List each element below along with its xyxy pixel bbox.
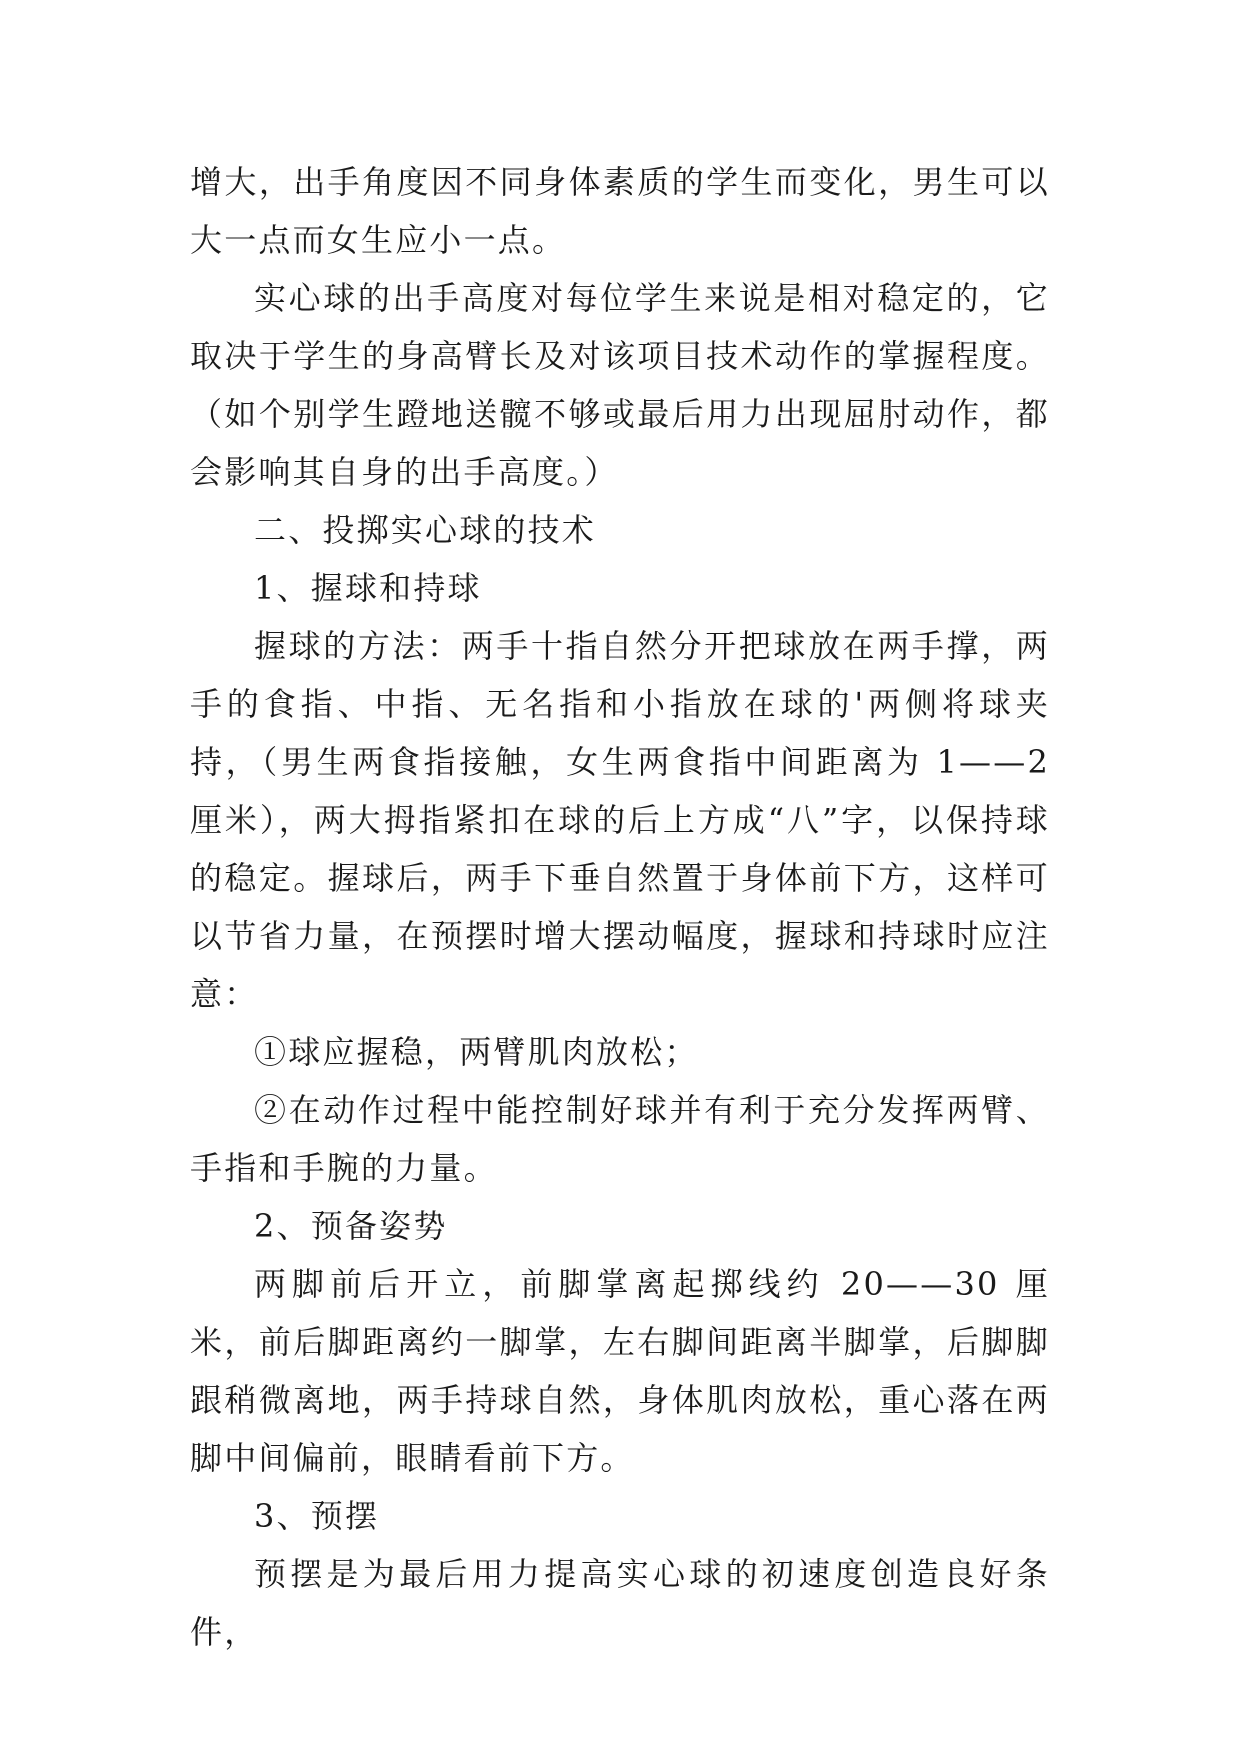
paragraph-pre-swing: 预摆是为最后用力提高实心球的初速度创造良好条件， <box>190 1555 1050 1651</box>
subheading-ready-stance: 2、预备姿势 <box>254 1207 448 1245</box>
paragraph-ready-stance: 两脚前后开立，前脚掌离起掷线约 20——30 厘米，前后脚距离约一脚掌，左右脚间距离半脚掌，后脚脚跟稍微离地，两手持球自然，身体肌肉放松，重心落在两脚中间偏前，眼睛看前下方。 <box>190 1265 1050 1477</box>
section-heading-technique: 二、投掷实心球的技术 <box>254 511 597 549</box>
document-page <box>190 153 1050 1661</box>
paragraph-grip-method: 握球的方法：两手十指自然分开把球放在两手撑，两手的食指、中指、无名指和小指放在球的'两侧将球夹持，（男生两食指接触，女生两食指中间距离为 1——2 厘米），两大拇指紧扣在球的后上方成“八”字，以保持球的稳定。握球后，两手下垂自然置于身体前下方，这样可以节省力量，在预摆时增大摆动幅度，握球和持球时应注意： <box>190 627 1050 1013</box>
paragraph-continuation: 增大，出手角度因不同身体素质的学生而变化，男生可以大一点而女生应小一点。 <box>190 163 1050 259</box>
subheading-pre-swing: 3、预摆 <box>254 1497 380 1535</box>
list-item-grip-note-1: ①球应握稳，两臂肌肉放松； <box>254 1033 699 1071</box>
paragraph-release-height: 实心球的出手高度对每位学生来说是相对稳定的，它取决于学生的身高臂长及对该项目技术动作的掌握程度。（如个别学生蹬地送髋不够或最后用力出现屈肘动作，都会影响其自身的出手高度。） <box>190 279 1050 491</box>
subheading-grip-and-hold: 1、握球和持球 <box>254 569 482 607</box>
list-item-grip-note-2: ②在动作过程中能控制好球并有利于充分发挥两臂、手指和手腕的力量。 <box>190 1091 1050 1187</box>
